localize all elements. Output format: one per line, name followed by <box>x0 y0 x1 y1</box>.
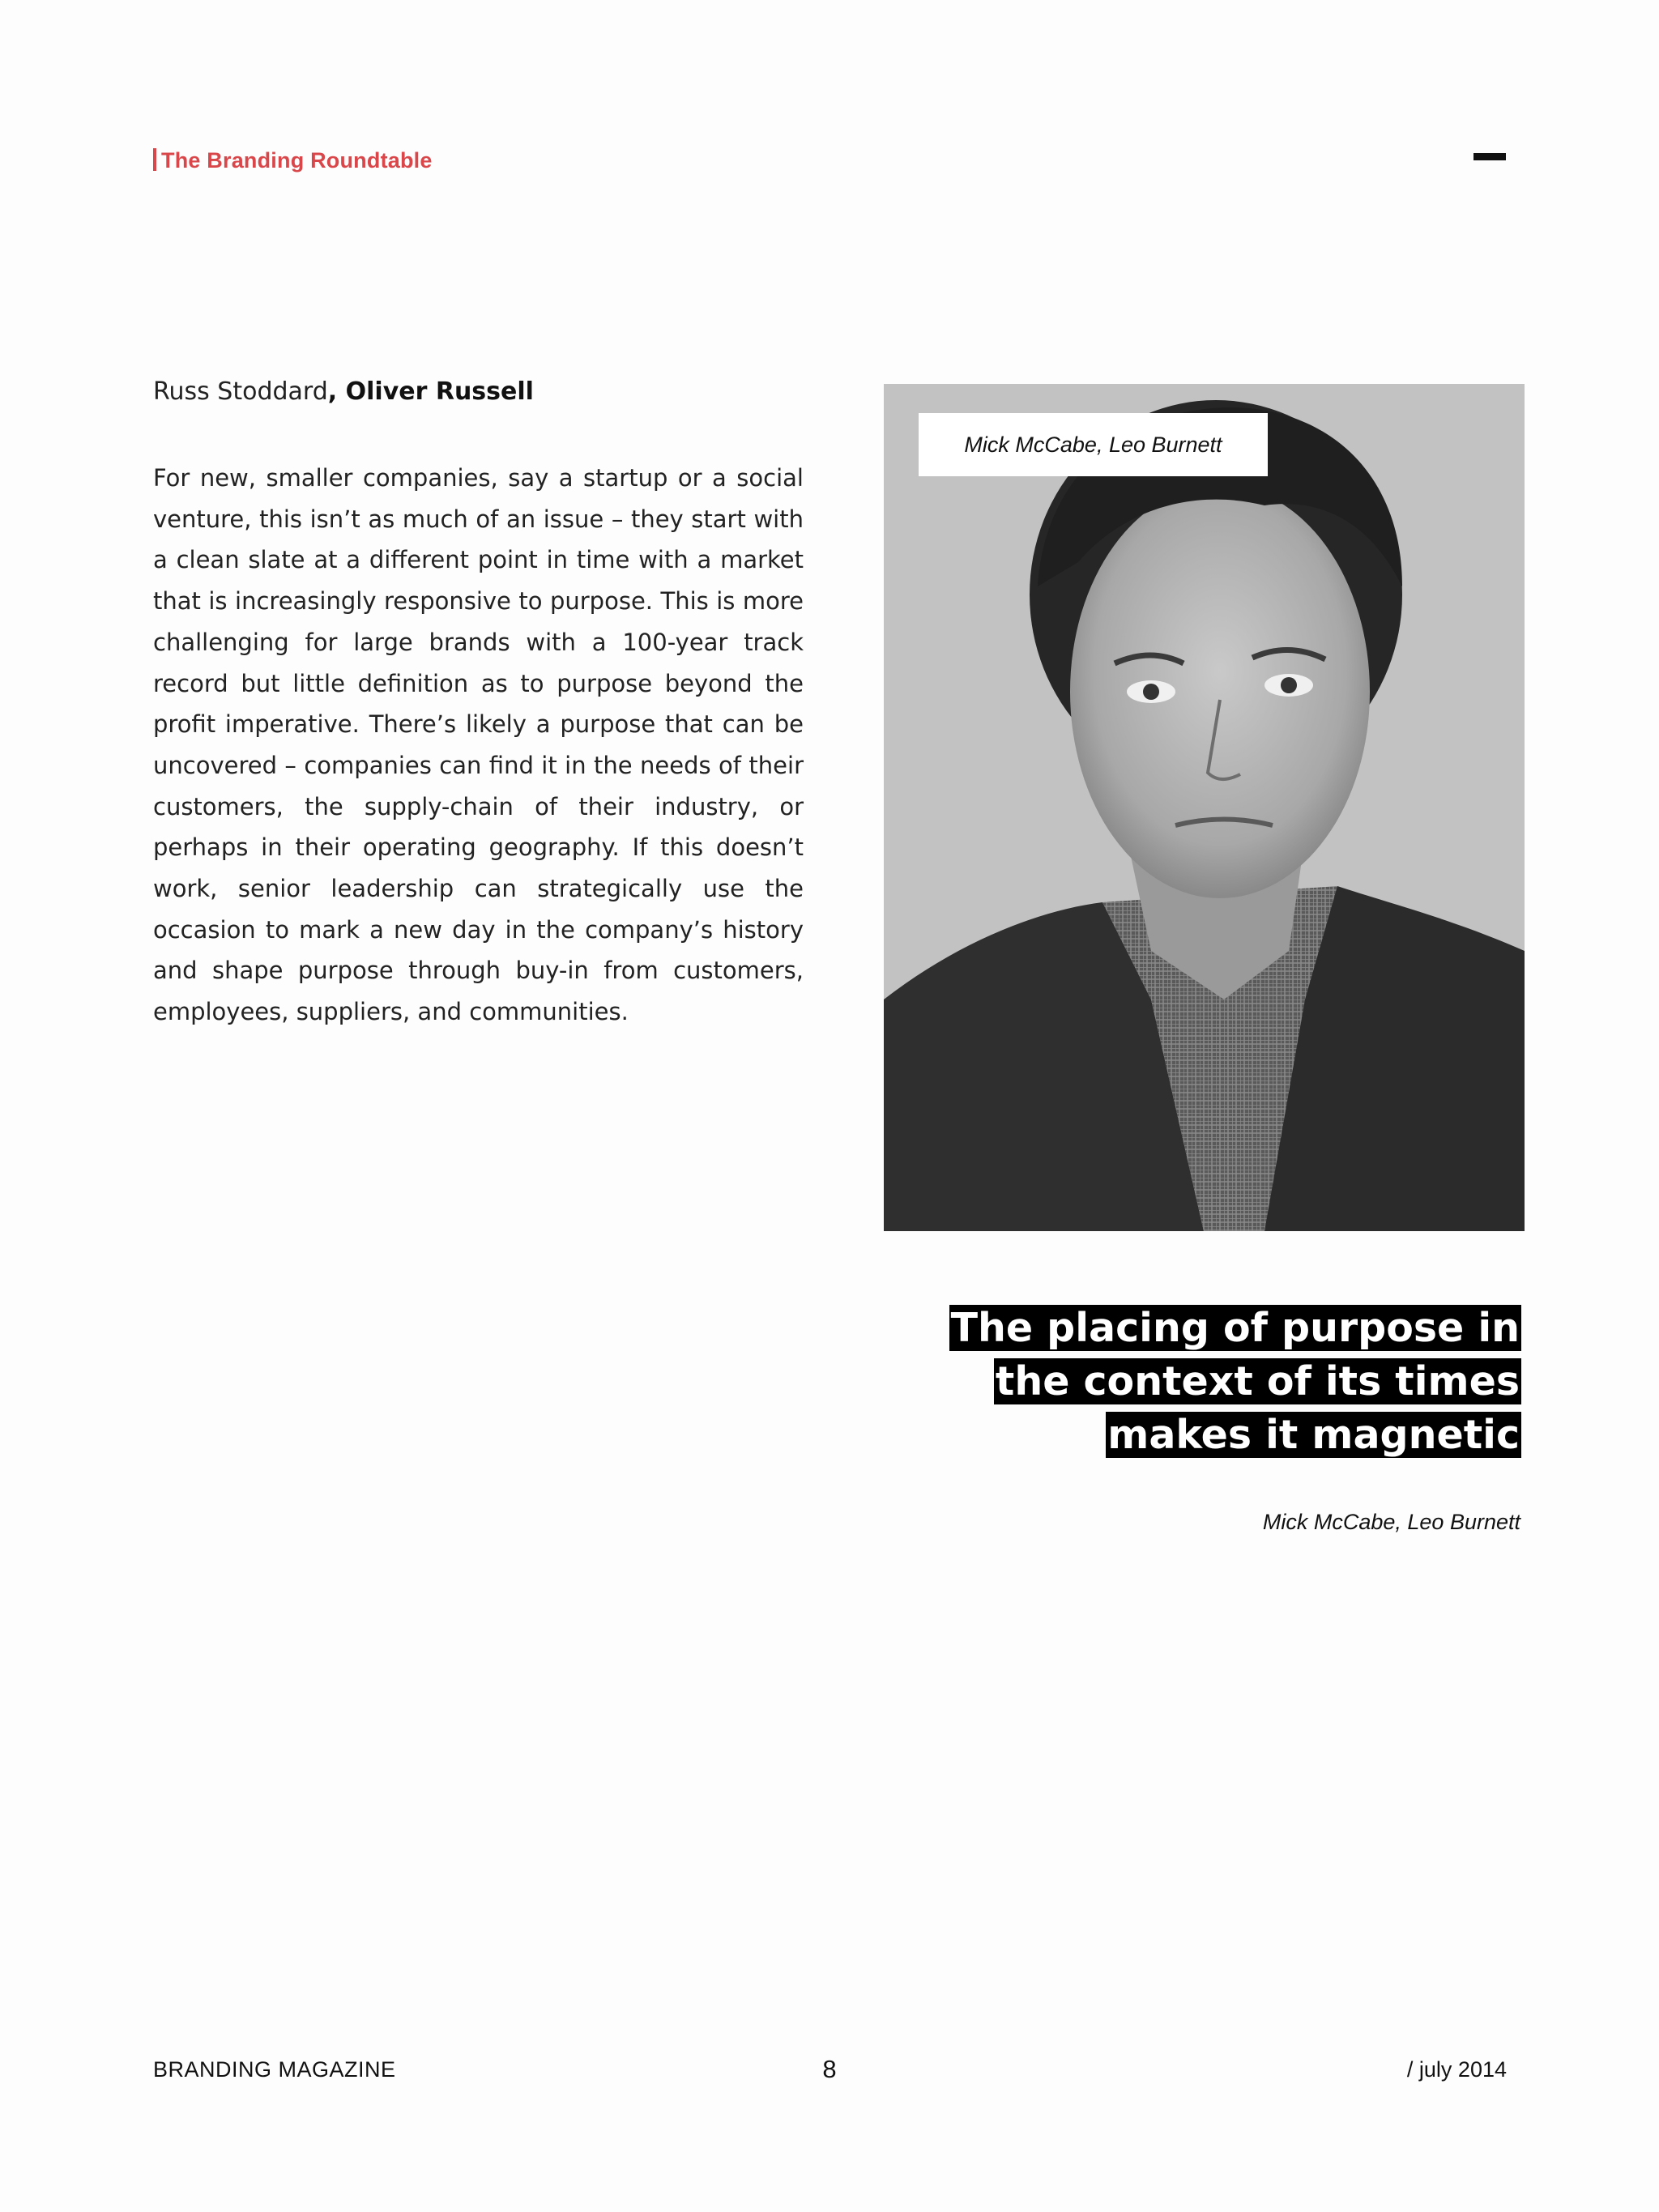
photo-caption: Mick McCabe, Leo Burnett <box>919 413 1268 476</box>
byline <box>153 377 534 406</box>
section-bar <box>153 148 156 171</box>
article-body: For new, smaller companies, say a startup or a social venture, this isn’t as much of an issue – they start with a clean slate at a different point in time with a market that is increasingly responsive to purpose. This is more challenging for large brands with a 100-year track record but little definition as to purpose beyond the profit imperative. There’s likely a purpose that can be uncovered – companies can find it in the needs of their customers, the supply-chain of their industry, or perhaps in their operating geography. If this doesn’t work, senior leadership can strategically use the occasion to mark a new day in the company’s history and shape purpose through buy-in from customers, employees, suppliers, and communities. <box>153 464 804 1026</box>
byline-name: Russ Stoddard <box>153 377 328 406</box>
quote-attribution: Mick McCabe, Leo Burnett <box>1262 1510 1520 1534</box>
corner-dash-mark <box>1473 153 1506 160</box>
byline-org: , Oliver Russell <box>327 377 534 406</box>
footer-issue-date: / july 2014 <box>1406 2057 1507 2082</box>
portrait-photo <box>884 384 1525 1231</box>
pull-quote-text: The placing of purpose in the context of its times makes it magnetic <box>950 1305 1520 1458</box>
pull-quote <box>891 1302 1521 1462</box>
section-label <box>153 148 433 173</box>
section-label-text: The Branding Roundtable <box>161 148 433 173</box>
footer-page-number: 8 <box>822 2055 837 2083</box>
portrait-illustration <box>884 384 1525 1231</box>
footer-magazine-name: BRANDING MAGAZINE <box>153 2057 396 2082</box>
